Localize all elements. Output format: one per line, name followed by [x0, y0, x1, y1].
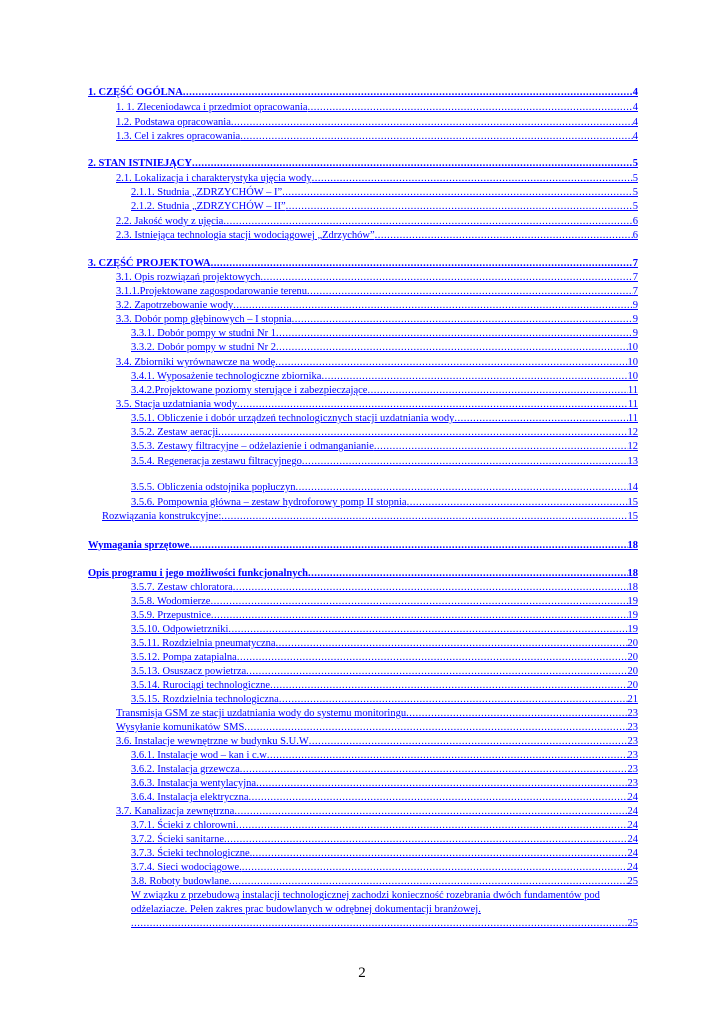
toc-entry-text: Wymagania sprzętowe [88, 540, 190, 551]
toc-entry-3-3[interactable] [116, 313, 638, 326]
toc-entry-page: 21 [627, 694, 638, 705]
toc-leader [321, 370, 627, 383]
toc-entry-3-6-1[interactable] [131, 749, 638, 762]
toc-entry-text: 2.2. Jakość wody z ujęcia [116, 216, 224, 227]
toc-entry-text: 3.5.8. Wodomierze [131, 596, 211, 607]
toc-entry-text: 3.7.2. Ścieki sanitarne [131, 834, 225, 845]
toc-entry-page: 4 [632, 87, 638, 98]
toc-entry-text: 3.7.3. Ścieki technologiczne. [131, 848, 253, 859]
toc-leader [242, 861, 628, 874]
toc-entry-leader-row [131, 917, 638, 931]
toc-leader [210, 595, 627, 608]
toc-leader [308, 567, 627, 580]
toc-entry-3-7[interactable] [116, 805, 638, 818]
toc-entry-text: 3.5.11. Rozdzielnia pneumatyczna [131, 638, 276, 649]
toc-leader [236, 819, 628, 832]
toc-entry-3-4[interactable] [116, 356, 638, 369]
toc-leader [228, 623, 627, 636]
toc-entry-text: 3.5.10. Odpowietrzniki [131, 624, 229, 635]
toc-entry-text: 2. STAN ISTNIEJĄCY [88, 158, 192, 169]
toc-entry-text: 3.1. Opis rozwiązań projektowych [116, 272, 261, 283]
toc-leader [211, 609, 628, 622]
toc-leader [233, 581, 628, 594]
toc-entry-page: 6 [632, 216, 638, 227]
toc-leader [240, 763, 628, 776]
toc-entry-page: 5 [632, 173, 638, 184]
toc-entry-page: 24 [627, 862, 638, 873]
toc-entry-page: 7 [632, 286, 638, 297]
toc-leader [286, 200, 633, 213]
toc-leader [218, 426, 627, 439]
toc-entry-page: 9 [632, 300, 638, 311]
toc-leader [302, 455, 628, 468]
toc-entry-3-8[interactable] [131, 875, 638, 888]
toc-entry-text: 3.6. Instalacje wewnętrzne w budynku S.U.W [116, 736, 309, 747]
toc-entry-text: Opis programu i jego możliwości funkcjonalnych [88, 568, 309, 579]
toc-entry-page: 20 [627, 638, 638, 649]
toc-entry-text: Wysyłanie komunikatów SMS [116, 722, 245, 733]
toc-leader [276, 327, 633, 340]
toc-entry-text: 3.6.3. Instalacja wentylacyjna [131, 778, 257, 789]
toc-entry-transmisja-gsm[interactable] [116, 707, 638, 720]
toc-entry-page: 9 [632, 314, 638, 325]
toc-entry-page: 19 [627, 624, 638, 635]
toc-entry-3-1-1[interactable] [116, 285, 638, 298]
toc-entry-text: 3.6.2. Instalacja grzewcza [131, 764, 240, 775]
toc-entry-fundamenty[interactable] [131, 889, 638, 931]
toc-entry-page: 23 [627, 736, 638, 747]
toc-entry-page: 25 [627, 918, 638, 929]
toc-entry-text: 1. 1. Zleceniodawca i przedmiot opracowania [116, 102, 308, 113]
toc-leader [406, 707, 627, 720]
toc-entry-text: 3.5. Stacja uzdatniania wody [116, 399, 238, 410]
toc-entry-3-5-11[interactable] [131, 637, 638, 650]
toc-entry-text: 3.7.4. Sieci wodociągowe. [131, 862, 242, 873]
toc-entry-3-5-14[interactable] [131, 679, 638, 692]
toc-leader [189, 539, 627, 552]
toc-entry-page: 11 [627, 413, 638, 424]
toc-entry-text: 3.1.1.Projektowane zagospodarowanie terenu [116, 286, 307, 297]
toc-entry-3-2[interactable] [116, 299, 638, 312]
toc-entry-page: 19 [627, 596, 638, 607]
toc-entry-text: 2.3. Istniejąca technologia stacji wodociągowej „Zdrzychów” [116, 230, 375, 241]
toc-entry-3-5-4[interactable] [131, 455, 638, 468]
toc-entry-page: 7 [632, 258, 638, 269]
toc-leader [256, 777, 627, 790]
toc-leader [233, 299, 633, 312]
toc-entry-text: 3.5.9. Przepustnice [131, 610, 211, 621]
toc-entry-3-4-2[interactable] [131, 384, 638, 397]
toc-leader [248, 791, 627, 804]
toc-leader [246, 665, 627, 678]
toc-leader [229, 875, 628, 888]
toc-entry-page: 5 [632, 158, 638, 169]
toc-entry-page: 20 [627, 652, 638, 663]
toc-entry-text: Rozwiązania konstrukcyjne: [102, 511, 222, 522]
toc-entry-2-1-1[interactable] [131, 186, 638, 199]
toc-entry-3-5-8[interactable] [131, 595, 638, 608]
toc-entry-3-6-4[interactable] [131, 791, 638, 804]
toc-entry-page: 23 [627, 708, 638, 719]
toc-leader [192, 157, 633, 170]
toc-entry-page: 18 [627, 568, 638, 579]
toc-entry-text: 3.5.3. Zestawy filtracyjne – odżelazienie i odmanganianie [131, 441, 374, 452]
toc-entry-page: 24 [627, 820, 638, 831]
toc-leader [244, 721, 627, 734]
toc-leader [131, 917, 628, 931]
toc-leader [276, 637, 628, 650]
toc-leader [407, 496, 628, 509]
page-number: 2 [358, 965, 366, 981]
toc-entry-3-5-1[interactable] [131, 412, 638, 425]
toc-leader [221, 510, 627, 523]
toc-entry-page: 18 [627, 582, 638, 593]
toc-entry-3-3-2[interactable] [131, 341, 638, 354]
toc-entry-page: 15 [627, 497, 638, 508]
toc-entry-text: W związku z przebudową instalacji technologicznej zachodzi konieczność rozebrania dwóch fundamentów pod odżelaziacze. Pełen zakres prac budowlanych w odrębnej dokumentacji branżowej. [131, 890, 600, 915]
toc-entry-3-7-2[interactable] [131, 833, 638, 846]
toc-entry-text: 1.3. Cel i zakres opracowania [116, 131, 241, 142]
toc-leader [240, 130, 633, 143]
toc-entry-text: 3.5.13. Osuszacz powietrza [131, 666, 247, 677]
toc-entry-page: 24 [627, 848, 638, 859]
toc-leader [270, 679, 627, 692]
toc-entry-3-6-3[interactable] [131, 777, 638, 790]
toc-entry-page: 20 [627, 680, 638, 691]
toc-entry-page: 11 [627, 385, 638, 396]
toc-entry-3-5-9[interactable] [131, 609, 638, 622]
toc-entry-1[interactable] [88, 86, 638, 99]
toc-entry-page: 12 [627, 427, 638, 438]
toc-entry-page: 10 [627, 357, 638, 368]
toc-entry-text: 3.5.6. Pompownia główna – zestaw hydroforowy pomp II stopnia [131, 497, 407, 508]
toc-entry-text: 3.2. Zapotrzebowanie wody [116, 300, 234, 311]
toc-entry-page: 23 [627, 778, 638, 789]
toc-leader [279, 693, 628, 706]
toc-entry-page: 13 [627, 456, 638, 467]
toc-entry-text: 3.5.2. Zestaw aeracji [131, 427, 219, 438]
toc-entry-3-5-10[interactable] [131, 623, 638, 636]
toc-leader [276, 341, 628, 354]
toc-leader [267, 749, 628, 762]
toc-entry-text: 3.5.12. Pompa zatapialna [131, 652, 237, 663]
toc-entry-2-3[interactable] [116, 229, 638, 242]
toc-entry-text: 3. CZĘŚĆ PROJEKTOWA [88, 258, 211, 269]
toc-entry-text: 3.5.4. Regeneracja zestawu filtracyjnego [131, 456, 302, 467]
toc-entry-page: 11 [627, 399, 638, 410]
toc-entry-1-2[interactable] [116, 116, 638, 129]
toc-entry-rozwiazania[interactable] [102, 510, 638, 523]
toc-leader [374, 440, 628, 453]
toc-entry-text: 3.7.1. Ścieki z chlorowni [131, 820, 236, 831]
toc-entry-page: 15 [627, 511, 638, 522]
toc-entry-page: 10 [627, 371, 638, 382]
toc-entry-3-4-1[interactable] [131, 370, 638, 383]
toc-entry-3-7-1[interactable] [131, 819, 638, 832]
toc-entry-text: 3.5.1. Obliczenie i dobór urządzeń technologicznych stacji uzdatniania wody [131, 413, 455, 424]
toc-entry-page: 19 [627, 610, 638, 621]
toc-entry-3-5-5[interactable] [131, 481, 638, 494]
toc-entry-3-6-2[interactable] [131, 763, 638, 776]
toc-entry-text: 3.5.7. Zestaw chloratora [131, 582, 233, 593]
toc-leader [223, 215, 632, 228]
toc-leader [211, 257, 633, 270]
toc-leader [292, 313, 633, 326]
toc-entry-text: 3.4.2.Projektowane poziomy sterujące i zabezpieczające [131, 385, 368, 396]
toc-entry-text: 3.5.14. Rurociągi technologiczne [131, 680, 271, 691]
toc-entry-3[interactable] [88, 257, 638, 270]
toc-entry-3-5-6[interactable] [131, 496, 638, 509]
toc-entry-3-5[interactable] [116, 398, 638, 411]
toc-leader [454, 412, 628, 425]
toc-leader [275, 356, 627, 369]
toc-entry-3-5-12[interactable] [131, 651, 638, 664]
toc-entry-text: 3.3. Dobór pomp głębinowych – I stopnia [116, 314, 292, 325]
toc-entry-page: 23 [627, 764, 638, 775]
toc-entry-page: 4 [632, 117, 638, 128]
toc-entry-page: 4 [632, 102, 638, 113]
toc-leader [307, 285, 633, 298]
toc-leader [309, 735, 628, 748]
toc-entry-sms[interactable] [116, 721, 638, 734]
toc-entry-text: 1.2. Podstawa opracowania [116, 117, 231, 128]
toc-entry-text: 3.6.1. Instalacje wod – kan i c.w [131, 750, 267, 761]
toc-entry-2-1[interactable] [116, 172, 638, 185]
toc-entry-3-7-4[interactable] [131, 861, 638, 874]
toc-leader [367, 384, 627, 397]
toc-entry-page: 20 [627, 666, 638, 677]
toc-entry-page: 9 [632, 328, 638, 339]
toc-entry-3-1[interactable] [116, 271, 638, 284]
toc-entry-2-2[interactable] [116, 215, 638, 228]
toc-leader [375, 229, 633, 242]
toc-entry-text: 2.1. Lokalizacja i charakterystyka ujęcia wody [116, 173, 312, 184]
toc-entry-3-5-3[interactable] [131, 440, 638, 453]
toc-leader [183, 86, 633, 99]
toc-entry-text: 3.4.1. Wyposażenie technologiczne zbiornika [131, 371, 322, 382]
toc-entry-wymagania[interactable] [88, 539, 638, 552]
toc-entry-page: 5 [632, 187, 638, 198]
toc-entry-3-6[interactable] [116, 735, 638, 748]
toc-entry-page: 14 [627, 482, 638, 493]
toc-entry-text: 3.3.2. Dobór pompy w studni Nr 2 [131, 342, 276, 353]
toc-entry-text: 2.1.1. Studnia „ZDRZYCHÓW – I” [131, 187, 283, 198]
toc-entry-opis-programu[interactable] [88, 567, 638, 580]
toc-entry-page: 6 [632, 230, 638, 241]
toc-leader [312, 172, 633, 185]
toc-entry-page: 12 [627, 441, 638, 452]
toc-leader [252, 847, 627, 860]
toc-entry-page: 18 [627, 540, 638, 551]
toc-entry-text: Transmisja GSM ze stacji uzdatniania wody do systemu monitoringu [116, 708, 407, 719]
toc-leader [224, 833, 627, 846]
toc-entry-3-5-13[interactable] [131, 665, 638, 678]
toc-entry-1-3[interactable] [116, 130, 638, 143]
toc-entry-text: 3.5.15. Rozdzielnia technologiczna [131, 694, 279, 705]
toc-leader [234, 805, 627, 818]
toc-entry-text: 2.1.2. Studnia „ZDRZYCHÓW – II” [131, 201, 286, 212]
toc-entry-2[interactable] [88, 157, 638, 170]
toc-entry-page: 5 [632, 201, 638, 212]
toc-entry-text: 3.8. Roboty budowlane [131, 876, 229, 887]
toc-entry-text: 3.4. Zbiorniki wyrównawcze na wodę [116, 357, 276, 368]
toc-entry-text: 3.6.4. Instalacja elektryczna [131, 792, 249, 803]
toc-entry-page: 4 [632, 131, 638, 142]
toc-entry-3-5-15[interactable] [131, 693, 638, 706]
toc-leader [295, 481, 627, 494]
toc-entry-text: 3.5.5. Obliczenia odstojnika popłuczyn [131, 482, 296, 493]
toc-entry-page: 23 [627, 750, 638, 761]
toc-leader [282, 186, 633, 199]
toc-entry-page: 10 [627, 342, 638, 353]
toc-leader [260, 271, 632, 284]
toc-entry-3-7-3[interactable] [131, 847, 638, 860]
toc-entry-text: 1. CZĘŚĆ OGÓLNA [88, 87, 183, 98]
toc-entry-page: 23 [627, 722, 638, 733]
toc-leader [308, 101, 633, 114]
toc-entry-3-3-1[interactable] [131, 327, 638, 340]
toc-entry-3-5-7[interactable] [131, 581, 638, 594]
toc-entry-1-1[interactable] [116, 101, 638, 114]
toc-entry-3-5-2[interactable] [131, 426, 638, 439]
toc-entry-2-1-2[interactable] [131, 200, 638, 213]
toc-leader [237, 398, 628, 411]
toc-leader [231, 116, 633, 129]
toc-entry-page: 25 [627, 876, 638, 887]
toc-entry-page: 7 [632, 272, 638, 283]
toc-entry-text: 3.3.1. Dobór pompy w studni Nr 1 [131, 328, 276, 339]
toc-entry-page: 24 [627, 806, 638, 817]
toc-entry-text: 3.7. Kanalizacja zewnętrzna [116, 806, 235, 817]
toc-entry-page: 24 [627, 834, 638, 845]
toc-entry-page: 24 [627, 792, 638, 803]
toc-leader [237, 651, 628, 664]
